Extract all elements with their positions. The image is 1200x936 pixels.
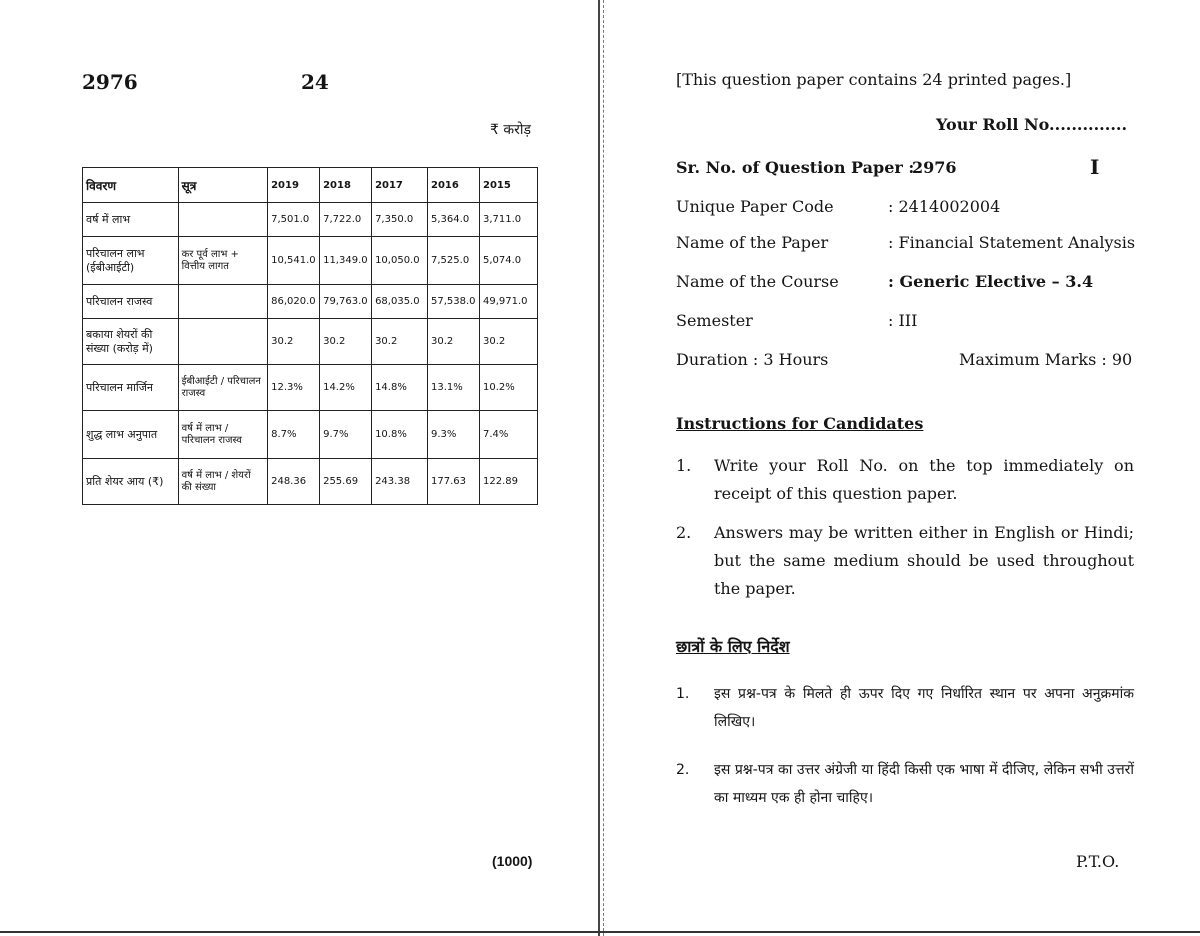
instruction-number: 2. bbox=[676, 523, 692, 542]
table-cell: 30.2 bbox=[320, 319, 372, 365]
header-description: विवरण bbox=[83, 168, 179, 203]
header-year: 2016 bbox=[428, 168, 480, 203]
course-name-label: Name of the Course bbox=[676, 272, 839, 291]
table-cell: 57,538.0 bbox=[428, 285, 480, 319]
table-cell: 7.4% bbox=[480, 411, 538, 459]
financial-table bbox=[82, 167, 538, 505]
instructions-heading: Instructions for Candidates bbox=[676, 414, 924, 433]
row-formula: ईबीआईटी / परिचालन राजस्व bbox=[178, 365, 268, 411]
table-cell: 13.1% bbox=[428, 365, 480, 411]
instruction-text: Write your Roll No. on the top immediately on receipt of this question paper. bbox=[714, 456, 1134, 503]
header-year: 2015 bbox=[480, 168, 538, 203]
table-cell: 10.8% bbox=[372, 411, 428, 459]
paper-code-label: Unique Paper Code bbox=[676, 197, 834, 216]
row-label: वर्ष में लाभ bbox=[83, 203, 179, 237]
paper-name-label: Name of the Paper bbox=[676, 233, 829, 252]
header-year: 2017 bbox=[372, 168, 428, 203]
row-formula: कर पूर्व लाभ + वित्तीय लागत bbox=[178, 237, 268, 285]
table-cell: 255.69 bbox=[320, 459, 372, 505]
table-cell: 9.7% bbox=[320, 411, 372, 459]
instruction-number: 1. bbox=[676, 456, 692, 475]
table-cell: 3,711.0 bbox=[480, 203, 538, 237]
row-formula bbox=[178, 203, 268, 237]
course-name-value: : Generic Elective – 3.4 bbox=[888, 272, 1094, 291]
table-cell: 79,763.0 bbox=[320, 285, 372, 319]
table-cell: 177.63 bbox=[428, 459, 480, 505]
table-cell: 30.2 bbox=[428, 319, 480, 365]
row-label: शुद्ध लाभ अनुपात bbox=[83, 411, 179, 459]
hindi-instruction-number: 1. bbox=[676, 686, 690, 702]
table-cell: 49,971.0 bbox=[480, 285, 538, 319]
row-formula: वर्ष में लाभ / परिचालन राजस्व bbox=[178, 411, 268, 459]
instruction-text: Answers may be written either in English or Hindi; but the same medium should be used throughout the paper. bbox=[714, 523, 1134, 598]
left-page bbox=[0, 0, 598, 936]
table-cell: 10.2% bbox=[480, 365, 538, 411]
table-cell: 9.3% bbox=[428, 411, 480, 459]
row-formula: वर्ष में लाभ / शेयरों की संख्या bbox=[178, 459, 268, 505]
table-cell: 10,541.0 bbox=[268, 237, 320, 285]
right-page bbox=[604, 0, 1200, 936]
row-label: परिचालन मार्जिन bbox=[83, 365, 179, 411]
row-label: बकाया शेयरों की संख्या (करोड़ में) bbox=[83, 319, 179, 365]
table-cell: 5,074.0 bbox=[480, 237, 538, 285]
table-cell: 7,350.0 bbox=[372, 203, 428, 237]
paper-code-value: : 2414002004 bbox=[888, 197, 1001, 216]
table-row bbox=[83, 459, 538, 505]
sr-no-value: 2976 bbox=[912, 158, 957, 177]
row-label: प्रति शेयर आय (₹) bbox=[83, 459, 179, 505]
table-cell: 12.3% bbox=[268, 365, 320, 411]
copies-count: (1000) bbox=[492, 853, 533, 869]
table-cell: 30.2 bbox=[268, 319, 320, 365]
table-cell: 7,501.0 bbox=[268, 203, 320, 237]
table-cell: 30.2 bbox=[480, 319, 538, 365]
table-row bbox=[83, 411, 538, 459]
row-label: परिचालन लाभ (ईबीआईटी) bbox=[83, 237, 179, 285]
table-cell: 7,722.0 bbox=[320, 203, 372, 237]
table-cell: 7,525.0 bbox=[428, 237, 480, 285]
table-cell: 8.7% bbox=[268, 411, 320, 459]
row-label: परिचालन राजस्व bbox=[83, 285, 179, 319]
roman-mark: I bbox=[1090, 155, 1100, 179]
table-row bbox=[83, 203, 538, 237]
table-cell: 14.8% bbox=[372, 365, 428, 411]
table-cell: 86,020.0 bbox=[268, 285, 320, 319]
pages-note: [This question paper contains 24 printed pages.] bbox=[676, 70, 1072, 89]
table-row bbox=[83, 285, 538, 319]
table-header-row bbox=[83, 168, 538, 203]
table-cell: 10,050.0 bbox=[372, 237, 428, 285]
maximum-marks: Maximum Marks : 90 bbox=[959, 350, 1133, 369]
sr-no-label: Sr. No. of Question Paper : bbox=[676, 158, 915, 177]
table-row bbox=[83, 319, 538, 365]
table-cell: 248.36 bbox=[268, 459, 320, 505]
roll-number-field: Your Roll No.............. bbox=[936, 115, 1128, 134]
hindi-instructions-heading: छात्रों के लिए निर्देश bbox=[676, 637, 790, 656]
header-formula: सूत्र bbox=[178, 168, 268, 203]
header-year: 2019 bbox=[268, 168, 320, 203]
row-formula bbox=[178, 285, 268, 319]
page-number: 24 bbox=[301, 70, 329, 94]
duration: Duration : 3 Hours bbox=[676, 350, 829, 369]
table-cell: 30.2 bbox=[372, 319, 428, 365]
paper-code: 2976 bbox=[82, 70, 138, 94]
table-cell: 243.38 bbox=[372, 459, 428, 505]
hindi-instruction-number: 2. bbox=[676, 762, 690, 778]
row-formula bbox=[178, 319, 268, 365]
table-cell: 11,349.0 bbox=[320, 237, 372, 285]
header-year: 2018 bbox=[320, 168, 372, 203]
table-row bbox=[83, 365, 538, 411]
table-cell: 14.2% bbox=[320, 365, 372, 411]
table-row bbox=[83, 237, 538, 285]
please-turn-over: P.T.O. bbox=[1076, 852, 1120, 871]
table-cell: 122.89 bbox=[480, 459, 538, 505]
hindi-instruction-text: इस प्रश्न-पत्र के मिलते ही ऊपर दिए गए निर्धारित स्थान पर अपना अनुक्रमांक लिखिए। bbox=[714, 686, 1134, 730]
semester-value: : III bbox=[888, 311, 918, 330]
hindi-instruction-text: इस प्रश्न-पत्र का उत्तर अंग्रेजी या हिंदी किसी एक भाषा में दीजिए, लेकिन सभी उत्तरों का माध्यम एक ही होना चाहिए। bbox=[714, 762, 1134, 806]
table-cell: 5,364.0 bbox=[428, 203, 480, 237]
semester-label: Semester bbox=[676, 311, 753, 330]
paper-name-value: : Financial Statement Analysis bbox=[888, 233, 1136, 252]
table-cell: 68,035.0 bbox=[372, 285, 428, 319]
currency-unit: ₹ करोड़ bbox=[490, 122, 531, 138]
